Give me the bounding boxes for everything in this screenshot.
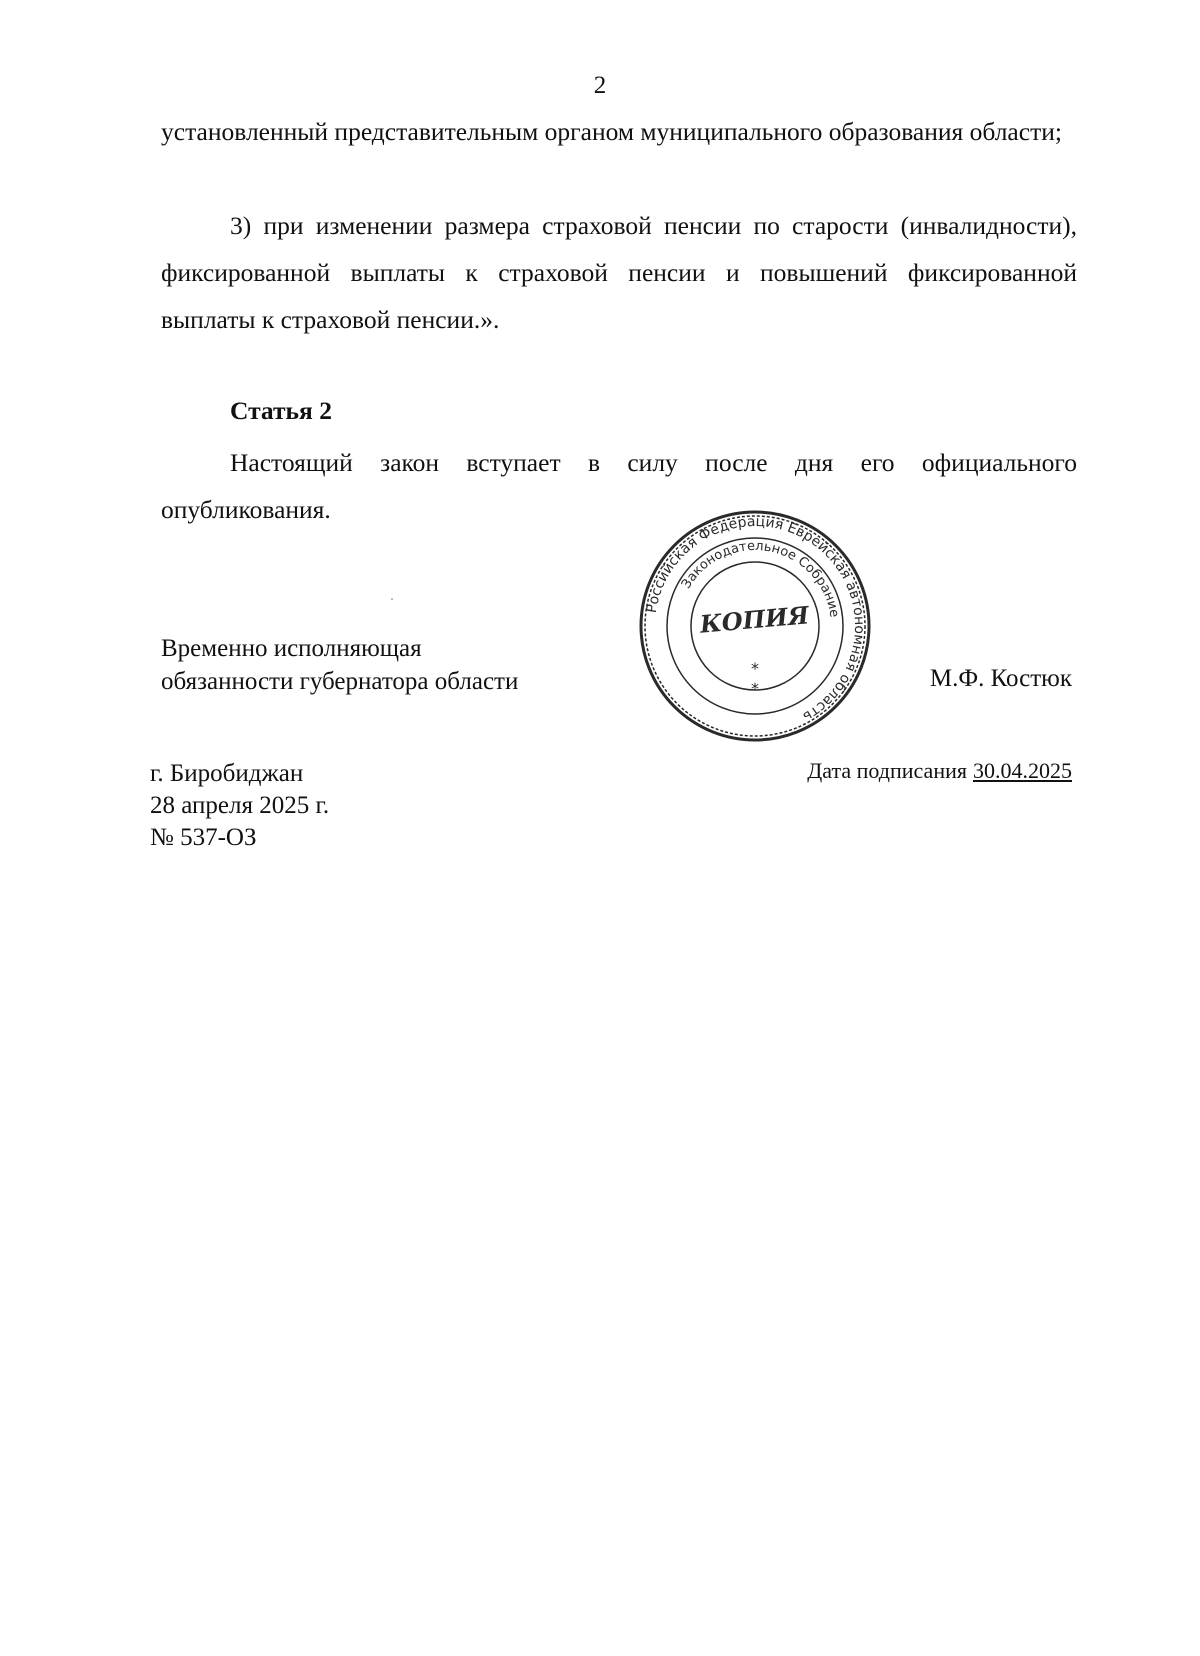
paragraph-item-3: 3) при изменении размера страховой пенсии по старости (инвалидности), фиксированной выплаты к страховой пенсии и повышений фиксированной выплаты к страховой пенсии.». — [161, 211, 1077, 334]
signatory-title-line1: Временно исполняющая — [161, 635, 422, 662]
signatory-title — [161, 632, 518, 698]
paragraph-article-2: Настоящий закон вступает в силу после дня его официального опубликования. — [161, 448, 1077, 524]
scan-speck — [391, 598, 393, 600]
city: г. Биробиджан — [150, 760, 304, 787]
paragraph-continuation: установленный представительным органом муниципального образования области; — [161, 117, 1062, 146]
law-date: 28 апреля 2025 г. — [150, 792, 330, 819]
signing-date-label: Дата подписания — [807, 758, 967, 783]
seal-star-icon: * — [751, 679, 759, 698]
page-number: 2 — [593, 72, 607, 99]
seal-star-icon: * — [751, 659, 759, 678]
signing-date-value: 30.04.2025 — [973, 758, 1072, 783]
signing-date — [807, 758, 1072, 784]
signatory-name: М.Ф. Костюк — [929, 665, 1072, 692]
seal-center-text: КОПИЯ — [698, 600, 811, 639]
official-seal — [637, 508, 873, 744]
place-and-number — [150, 758, 329, 854]
seal-outer-text: Российская Федерация Еврейская автономная область — [643, 513, 868, 725]
article-heading: Статья 2 — [230, 396, 332, 425]
seal-inner-text: Законодательное Собрание — [678, 538, 842, 619]
law-number: № 537-ОЗ — [150, 824, 257, 851]
signatory-title-line2: обязанности губернатора области — [161, 668, 519, 695]
